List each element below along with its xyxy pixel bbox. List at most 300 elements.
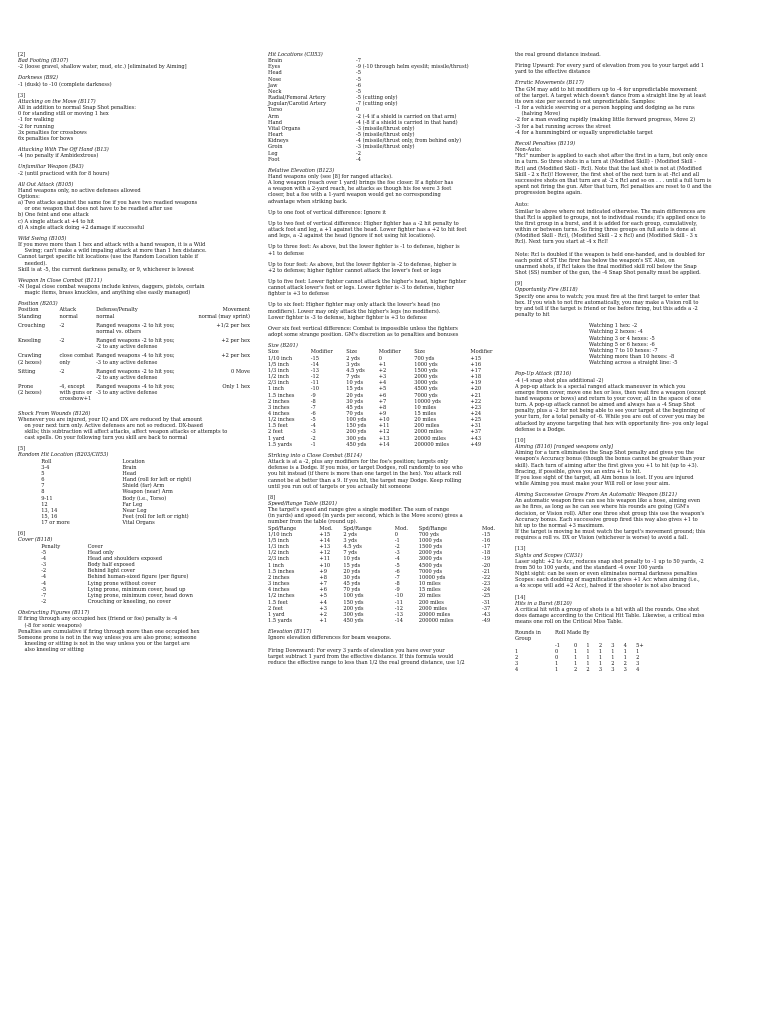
table-cell: Head and shoulders exposed xyxy=(87,555,163,562)
table-cell: -11 xyxy=(310,380,319,387)
table-cell: 1 xyxy=(573,661,578,668)
text-line: progression begins again. xyxy=(515,190,582,197)
table-cell: 0 xyxy=(555,654,559,661)
table-cell: 3 xyxy=(515,661,519,668)
table-cell: 3-4 xyxy=(41,464,50,471)
table-cell: +7 xyxy=(378,398,387,405)
table-header: -1 xyxy=(555,642,560,649)
text-line: If you lose sight of the target, all Aim bonus is lost. If you are injured xyxy=(515,474,694,481)
table-cell: 0 xyxy=(394,531,399,538)
table-cell: -1 xyxy=(310,441,316,448)
table-cell: +15 xyxy=(319,531,331,538)
table-cell: +1 xyxy=(319,617,327,624)
table-cell: 2000 miles xyxy=(414,429,443,436)
table-cell: Kidneys xyxy=(268,138,289,145)
text-line: cast spells. On your following turn you skill are back to normal xyxy=(18,435,188,442)
text-line: unarmed shots, if Rcl takes the final modified skill roll below the Snap xyxy=(515,264,697,270)
text-line: c) A single attack at +4 to hit xyxy=(18,218,95,225)
table-cell: -12 xyxy=(310,374,319,381)
table-row xyxy=(18,369,250,384)
table-cell: Ranged weapons -2 to hit you; normal vs. others xyxy=(96,322,175,335)
heading-position: Position (B203) xyxy=(18,301,58,308)
text-line: your turn, for a total penalty of -6. While you are out of cover you may be xyxy=(515,414,705,421)
table-cell: -2 (-4 if a shield is carried on that arm) xyxy=(356,113,457,120)
position-rows xyxy=(18,314,250,406)
heading-attack-move: Attacking on the Move (B117) xyxy=(18,98,96,105)
table-cell: 1 xyxy=(598,661,603,668)
table-cell: +5 xyxy=(378,386,387,393)
table-cell: 200 yds xyxy=(343,605,364,612)
text-line: -N (legal close combat weapons include knives, daggers, pistols, certain xyxy=(18,284,205,290)
table-cell: +31 xyxy=(470,423,482,430)
text-line: in a turn. So three shots in a turn at (Modified Skill) - (Modified Skill - xyxy=(515,159,696,166)
table-header: Attack xyxy=(59,307,77,314)
text-line: Night sight: can be seen or even eliminates normal darkness penalties xyxy=(515,571,698,578)
text-line: Bracing, if possible, gives you an extra +1 to hit. xyxy=(515,468,642,475)
section-label: [14] xyxy=(515,594,526,601)
text-line: turn. A pop-up attack cannot be aimed and always has a -4 Snap Shot xyxy=(515,402,695,409)
table-cell: 7 yds xyxy=(343,550,357,557)
table-cell: 2/3 inch xyxy=(268,556,289,563)
table-cell: 7 yds xyxy=(346,374,360,381)
size-table xyxy=(268,349,506,448)
table-cell: Lying prone, minimum cover, head down xyxy=(87,592,193,599)
table-cell: +3 xyxy=(378,374,387,381)
text-line: Over six feet vertical difference: Combat is impossible unless the fighters xyxy=(268,325,458,332)
text-line: spent not firing the gun. After that turn, Rcl penalties are reset to 0 and the xyxy=(515,183,712,190)
text-line: Watching 2 hexes: -4 xyxy=(589,329,643,336)
table-cell: 4 inches xyxy=(268,587,290,594)
table-cell: 20 miles xyxy=(418,593,441,600)
table-cell: -5 (cutting only) xyxy=(356,95,398,102)
table-cell: -3 (missile/thrust only) xyxy=(356,144,415,151)
table-cell: -5 xyxy=(310,417,316,424)
table-cell: -9 (-10 through helm eyeslit; missile/thrust) xyxy=(356,64,469,71)
table-cell: 1 xyxy=(515,648,519,655)
table-row xyxy=(18,314,250,323)
table-cell: 7 xyxy=(41,483,45,490)
table-cell: -8 xyxy=(394,581,400,588)
list-up-five-feet xyxy=(268,279,506,297)
table-cell: -6 xyxy=(394,568,400,575)
heading-sights: Sights and Scopes (CII31) xyxy=(515,552,583,559)
table-cell: 13, 14 xyxy=(41,507,58,514)
table-cell: 4500 yds xyxy=(418,562,443,569)
table-cell: 200000 miles xyxy=(414,441,450,448)
text-line: reduce the effective range to less than 1/2 the real ground distance, use 1/2 xyxy=(268,659,465,666)
text-line: adopt some strange position. GM's discretion as to penalties and bonuses xyxy=(268,332,459,339)
list-aiming-successive xyxy=(515,498,753,541)
table-cell: -4 xyxy=(394,556,400,563)
table-cell: -49 xyxy=(482,617,491,624)
table-cell: -2 xyxy=(41,568,47,575)
table-cell: 0 xyxy=(378,355,382,362)
table-cell: 1/10 inch xyxy=(268,531,293,538)
text-line: +1 to defense xyxy=(268,250,304,257)
table-header: 1 xyxy=(586,642,590,649)
section-label: [9] xyxy=(515,281,523,288)
table-cell: Sitting xyxy=(18,368,36,375)
text-line: a) Two attacks against the same foe if you have two readied weapons xyxy=(18,200,198,207)
text-line: number from the table (round up). xyxy=(268,519,358,526)
heading-aiming: Aiming (B116) [ranged weapons only] xyxy=(515,444,613,451)
table-cell: 3 inches xyxy=(268,581,290,588)
table-cell: +18 xyxy=(470,374,482,381)
table-cell: -9 xyxy=(394,587,400,594)
table-cell: 300 yds xyxy=(346,435,367,442)
table-cell: Shield (far) Arm xyxy=(122,483,165,490)
table-cell: -7 xyxy=(394,574,400,581)
text-line: requires a roll vs. DX or Vision (whichever is worse) to avoid a fall. xyxy=(515,535,688,542)
table-cell: +22 xyxy=(470,398,482,405)
table-cell: +1/2 per hex xyxy=(216,322,250,329)
table-cell: +14 xyxy=(378,441,390,448)
table-cell: Vital Organs xyxy=(122,520,155,527)
text-line: penalty to hit xyxy=(515,312,550,319)
table-cell: Lying prone without cover xyxy=(87,580,156,587)
table-cell: -2 xyxy=(394,544,400,551)
table-cell: 1/3 inch xyxy=(268,544,289,551)
table-cell: -24 xyxy=(482,587,491,594)
table-cell: 2 xyxy=(636,654,640,661)
table-cell: -5 xyxy=(356,76,362,83)
table-cell: 1000 yds xyxy=(418,537,443,544)
table-cell: Foot xyxy=(268,156,280,163)
text-line: you hit instead (if there is more than one target in the hex). You attack roll xyxy=(268,471,462,478)
text-line: "Rcl" number is applied to each shot after the first in a turn, but only once xyxy=(515,153,708,160)
text-line: Laser sight: +2 to Acc, reduces snap shot penalty to -1 up to 50 yards, -2 xyxy=(515,558,704,565)
table-cell: 4.5 yds xyxy=(346,367,365,374)
table-cell: 200 miles xyxy=(414,423,440,430)
list-opportunity-watch xyxy=(515,323,753,366)
text-line: needed). xyxy=(18,260,47,267)
table-cell: -7 xyxy=(310,404,316,411)
text-line: (-8 for sonic weapons) xyxy=(18,622,82,629)
table-cell: 4 inches xyxy=(268,410,290,417)
table-cell: -5 xyxy=(356,88,362,95)
table-cell: 5 xyxy=(41,470,45,477)
text-line: means one roll on the Critical Miss Table. xyxy=(515,619,623,626)
table-cell: +8 xyxy=(319,574,327,581)
table-cell: 1 xyxy=(573,654,578,661)
table-cell: 1.5 yards xyxy=(268,617,292,624)
table-cell: -5 xyxy=(41,586,47,593)
table-header: Size xyxy=(346,349,358,356)
list-relative-elevation xyxy=(268,174,506,205)
table-cell: -7 xyxy=(356,58,362,65)
table-cell: 200 miles xyxy=(418,599,444,606)
table-header: Size xyxy=(414,349,426,356)
table-header: Position xyxy=(18,307,39,314)
list-all-out xyxy=(18,188,250,231)
text-line: does damage according to the Critical Hit Table. Likewise, a critical miss xyxy=(515,612,705,619)
text-line: Ignore elevation differences for beam weapons. xyxy=(268,635,392,642)
text-line: d) A single attack doing +2 damage if successful xyxy=(18,224,145,231)
table-cell: 15 yds xyxy=(346,386,364,393)
table-cell: Jugular/Carotid Artery xyxy=(268,101,327,108)
table-cell: 3 xyxy=(636,661,640,668)
text-line: Watching 1 hex: -2 xyxy=(589,323,638,330)
table-cell: 20 miles xyxy=(414,417,437,424)
table-cell: Vital Organs xyxy=(268,125,301,132)
table-cell: 3 xyxy=(611,667,615,674)
heading-aiming-successive: Aiming Successive Groups From An Automatic Weapon (B121) xyxy=(515,492,677,499)
table-cell: 30 yds xyxy=(346,398,364,405)
table-cell: 20000 miles xyxy=(414,435,446,442)
text-line: Firing Upward: For every yard of elevation from you to your target add 1 xyxy=(515,63,705,70)
table-header: Roll xyxy=(41,458,52,465)
text-line: -4 (-4 snap shot plus additional -2) xyxy=(515,377,604,384)
text-line: hex. If you wish to not fire automatically, you may make a Vision roll to xyxy=(515,299,699,306)
table-cell: Behind human-sized figure (per figure) xyxy=(87,574,189,581)
table-header: 4 xyxy=(623,642,627,649)
table-cell: -8 xyxy=(310,398,316,405)
text-line: Skill - 2 x Rcl)! However, the first shot of the next turn is at -Rcl and all xyxy=(515,171,700,178)
text-line: -4 for a hummingbird or equally unpredictable target xyxy=(515,129,653,136)
table-cell: 12 xyxy=(41,501,48,508)
text-line: -3 for a bat running across the street xyxy=(515,123,611,130)
table-cell: 15, 16 xyxy=(41,514,58,520)
text-line: -1 for a vehicle swerving or a person hopping and dodging as he runs xyxy=(515,105,695,112)
text-line: Accuracy bonus. Each successive group fired this way also gives +1 to xyxy=(515,516,698,523)
table-cell: +1 xyxy=(378,361,387,368)
table-cell: 450 yds xyxy=(346,441,367,448)
table-cell: -4, except with guns or crossbow+1 xyxy=(59,384,92,403)
text-line: Shot (SS) number of the gun, the -4 Snap Shot penalty must be applied. xyxy=(515,270,701,277)
table-cell: close combat only xyxy=(59,353,94,366)
list-striking xyxy=(268,459,506,490)
table-cell: 700 yds xyxy=(414,355,435,362)
text-line: the first group in a burst, and it is added for each group, cumulatively, xyxy=(515,220,698,227)
table-cell: -2 xyxy=(41,599,47,606)
text-line: attacked by anyone targeting that hex with opportunity fire- you only legal xyxy=(515,420,709,427)
table-cell: +43 xyxy=(470,435,482,442)
table-cell: +9 xyxy=(378,410,387,417)
text-line: within or between turns. So firing three groups on full auto is done at xyxy=(515,227,696,234)
table-cell: +20 xyxy=(470,386,482,393)
table-cell: 2 xyxy=(586,667,590,674)
table-cell: -9 xyxy=(310,392,316,399)
table-row xyxy=(18,338,250,353)
table-header: 3 xyxy=(611,642,615,649)
heading-bad-footing: Bad Footing (B107) xyxy=(18,58,69,65)
burst-rows xyxy=(515,649,665,674)
table-header: Rounds in Group xyxy=(515,630,541,643)
text-line: Watching across a straight line: -5 xyxy=(589,360,678,367)
list-up-six-feet xyxy=(268,302,506,320)
text-line: and legs, a -2 against the head (ignore if not using hit locations). xyxy=(268,233,436,240)
section-label: [13] xyxy=(515,546,526,553)
table-cell: Crouching xyxy=(18,322,45,329)
text-line: Hand weapons only, no active defenses allowed xyxy=(18,187,141,194)
heading-popup: Pop-Up Attack (B116) xyxy=(515,371,572,378)
table-cell: -13 xyxy=(394,611,403,618)
table-cell: 450 yds xyxy=(343,617,364,624)
table-cell: Brain xyxy=(268,58,283,65)
table-cell: +9 xyxy=(319,568,327,575)
text-line: Watching more than 10 hexes: -8 xyxy=(589,354,675,361)
text-line: Hand weapons only (see [8] for ranged attacks). xyxy=(268,173,393,180)
table-cell: 3 inches xyxy=(268,404,290,411)
text-line: 6x penalties for bows xyxy=(18,135,74,142)
table-cell: 10 miles xyxy=(418,581,441,588)
table-cell: 1/5 inch xyxy=(268,537,289,544)
table-cell: 1.5 feet xyxy=(268,599,288,606)
table-cell: -4 xyxy=(356,156,362,163)
text-darkness: -1 (dusk) to -10 (complete darkness) xyxy=(18,81,112,88)
table-cell: -3 xyxy=(394,550,400,557)
heading-relative-elevation: Relative Elevation (B123) xyxy=(268,167,335,174)
table-cell: 2 inches xyxy=(268,574,290,581)
table-row xyxy=(18,384,250,405)
text-line: on your next turn only. Active defenses are not so reduced. DX-based xyxy=(18,422,203,429)
burst-table xyxy=(515,630,665,673)
table-cell: Standing xyxy=(18,313,42,320)
text-line: while Aiming you must make your Will roll or lose your aim. xyxy=(515,481,671,487)
text-line: Attack is at a -2, plus any modifiers for the foe's position; targets only xyxy=(268,459,449,466)
text-line: -1 for walking xyxy=(18,117,54,124)
cover-rows xyxy=(18,550,250,605)
table-cell: 1 xyxy=(555,667,559,674)
table-cell: +12 xyxy=(378,429,390,436)
text-line: Firing Downward: For every 3 yards of elevation you have over your xyxy=(268,647,445,654)
table-cell: 3 xyxy=(598,667,603,674)
table-header: Mod. xyxy=(482,525,496,532)
table-cell: +25 xyxy=(470,417,482,424)
table-cell: +4 xyxy=(319,599,327,606)
table-cell: -4 xyxy=(310,423,316,430)
table-cell: 20 yds xyxy=(346,392,364,399)
table-cell: normal xyxy=(59,313,78,320)
table-cell: 17 or more xyxy=(41,520,70,527)
table-cell: 6 xyxy=(41,477,45,484)
table-cell: 45 yds xyxy=(346,404,364,411)
table-cell: 2000 miles xyxy=(418,605,448,612)
table-cell: 10 yds xyxy=(346,380,364,387)
list-opportunity-fire xyxy=(515,294,753,319)
table-cell: 1 xyxy=(636,648,640,655)
table-cell: -37 xyxy=(482,605,491,612)
section-label: [6] xyxy=(18,531,26,538)
heading-size: Size (B201) xyxy=(268,343,298,350)
table-cell: 3 xyxy=(623,667,627,674)
table-cell: 2 yds xyxy=(343,531,357,538)
text-line: Lower fighter is -3 to defense, higher fighter is +3 to defense xyxy=(268,314,427,321)
table-cell: -2 xyxy=(310,435,316,442)
column-middle xyxy=(268,52,506,666)
table-cell: Eyes xyxy=(268,64,281,71)
table-cell: 1.5 inches xyxy=(268,568,295,575)
text-line: target subtract 1 yard from the effective distance. If this formula would xyxy=(268,653,454,660)
list-erratic xyxy=(515,87,753,136)
table-cell: 30 yds xyxy=(343,574,361,581)
table-cell: 0 xyxy=(356,107,360,114)
list-burst xyxy=(515,607,753,625)
table-cell: 0 xyxy=(555,648,559,655)
table-header: Penalty xyxy=(41,543,61,550)
table-cell: +8 xyxy=(378,404,387,411)
text-offhand: -4 (no penalty if Ambidextrous) xyxy=(18,153,99,160)
table-cell: 3 yds xyxy=(343,537,357,544)
table-cell: +3 xyxy=(319,605,327,612)
table-row xyxy=(515,667,665,673)
table-cell: 15 miles xyxy=(414,410,437,417)
table-cell: Prone (2 hexes) xyxy=(18,384,42,397)
text-line: All in addition to normal Snap Shot penalties: xyxy=(18,105,136,112)
table-cell: 1.5 inches xyxy=(268,392,295,399)
text-line: Swing; can't make a wild impaling attack at more than 1 hex distance. xyxy=(18,248,207,255)
table-cell: Jaw xyxy=(268,82,278,89)
table-cell: +12 xyxy=(319,550,331,557)
table-cell: 8 xyxy=(41,489,45,496)
list-speed-range xyxy=(268,507,506,525)
table-cell: Groin xyxy=(268,144,283,151)
text-line: kneeling or sitting is not in the way unless you or the target are xyxy=(18,640,190,647)
table-cell: 200 yds xyxy=(346,429,367,436)
text-line: its own size per second is not unpredictable. Samples: xyxy=(515,98,656,105)
text-line: Up to three feet: As above, but the lower fighter is -1 to defense, higher is xyxy=(268,244,460,251)
table-cell: -4 (-8 if a shield is carried in that hand) xyxy=(356,119,458,126)
text-line: Watching 7 to 10 hexes: -7 xyxy=(589,347,658,354)
table-cell: +13 xyxy=(319,544,331,551)
table-cell: Near Leg xyxy=(122,507,147,514)
table-cell: normal xyxy=(96,313,115,320)
table-cell: +6 xyxy=(319,587,327,594)
table-cell: 1000 yds xyxy=(414,361,438,368)
text-line: Skill is at -5, the current darkness penalty, or 9, whichever is lowest xyxy=(18,266,194,273)
table-cell: +2 per hex xyxy=(221,338,250,345)
heading-wild-swing: Wild Swing (B105) xyxy=(18,235,67,242)
table-cell: Brain xyxy=(122,464,137,471)
table-cell: -1 xyxy=(394,537,400,544)
table-cell: Head only xyxy=(87,549,114,556)
table-header: Size xyxy=(268,349,279,356)
table-cell: +19 xyxy=(470,380,482,387)
text-line: Note: Rcl is doubled if the weapon is held one-handed, and is doubled for xyxy=(515,251,705,258)
table-cell: Far Leg xyxy=(122,501,143,508)
heading-erratic: Erratic Movements (B117) xyxy=(515,80,584,87)
table-cell: 150 yds xyxy=(346,423,367,430)
heading-hit-locations: Hit Locations (CII53) xyxy=(268,52,323,58)
text-bad-footing: -2 (loose gravel, shallow water, mud, etc.) [eliminated by Aiming] xyxy=(18,64,187,71)
table-cell: +17 xyxy=(470,367,482,374)
list-sights xyxy=(515,559,753,590)
table-header: Defense/Penalty xyxy=(96,307,138,314)
text-line: -2 for a man evading rapidly (making little forward progress, Move 2) xyxy=(515,117,696,124)
list-attack-move xyxy=(18,105,250,142)
text-line: If you move more than 1 hex and attack with a hand weapon, it is a Wild xyxy=(18,242,206,249)
heading-recoil: Recoil Penalties (B119) xyxy=(515,140,576,147)
table-cell: 1/2 inch xyxy=(268,374,289,381)
table-cell: 10000 yds xyxy=(414,398,441,405)
table-cell: Body half exposed xyxy=(87,562,135,569)
random-hit-table xyxy=(18,459,250,527)
text-line: The target's speed and range give a single modifier. The sum of range xyxy=(268,507,450,514)
table-cell: Crouching or kneeling, no cover xyxy=(87,599,171,606)
table-cell: +13 xyxy=(378,435,390,442)
table-cell: Nose xyxy=(268,76,282,83)
table-cell: 1/5 inch xyxy=(268,361,289,368)
table-cell: 20 yds xyxy=(343,568,361,575)
section-label: [2] xyxy=(18,52,26,58)
table-cell: -7 (cutting only) xyxy=(356,101,398,108)
table-cell: 1 xyxy=(573,648,578,655)
text-line: -2 for running xyxy=(18,123,55,130)
text-line: yard to the effective distance xyxy=(515,69,591,76)
table-cell: Behind light cover xyxy=(87,568,136,575)
text-line: Aiming for a turn eliminates the Snap Shot penalty and gives you the xyxy=(515,450,694,457)
table-header: Modifier xyxy=(378,349,401,356)
